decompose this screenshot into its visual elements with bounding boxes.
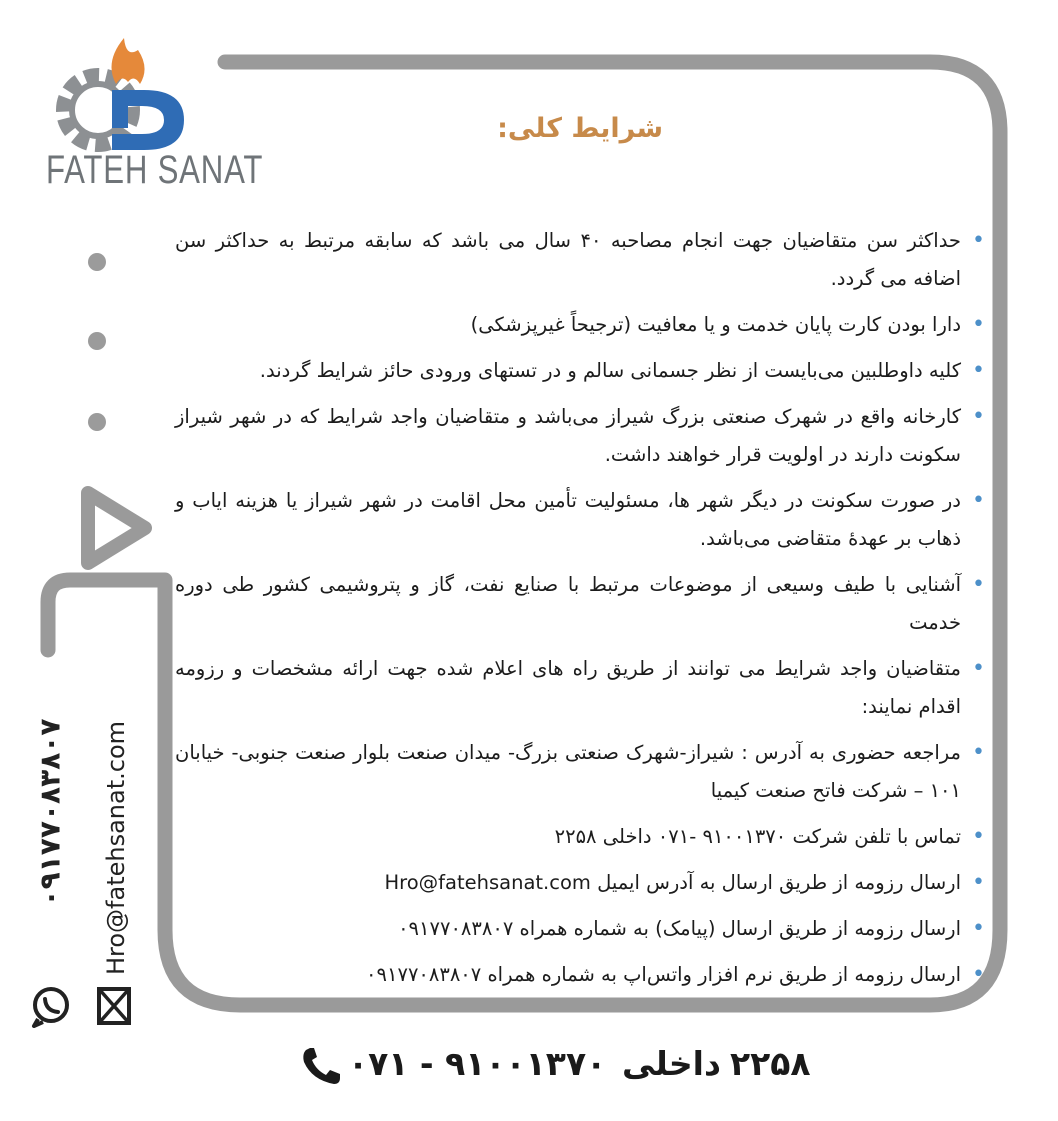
page-title: شرایط کلی: xyxy=(497,113,663,144)
footer-ext-label: داخلی xyxy=(622,1044,721,1083)
list-item: • کارخانه واقع در شهرک صنعتی بزرگ شیراز می‌باشد و متقاضیان واجد شرایط که در شهر شیراز سکونت دارند در اولویت قرار خواهند داشت. xyxy=(175,398,975,474)
list-item: • کلیه داوطلبین می‌بایست از نظر جسمانی سالم و در تستهای ورودی حائز شرایط گردند. xyxy=(175,352,975,390)
frame-arrow xyxy=(88,493,145,563)
list-item: • حداکثر سن متقاضیان جهت انجام مصاحبه ۴۰ سال می باشد که سابقه مرتبط به حداکثر سن اضافه می گردد. xyxy=(175,222,975,298)
list-item: • ارسال رزومه از طریق ارسال (پیامک) به شماره همراه ۰۹۱۷۷۰۸۳۸۰۷ xyxy=(175,910,975,948)
list-item: • مراجعه حضوری به آدرس : شیراز-شهرک صنعتی بزرگ- میدان صنعت بلوار صنعت جنوبی- خیابان ۱۰۱ – شرکت فاتح صنعت کیمیا xyxy=(175,734,975,810)
brand-name: FATEH SANAT xyxy=(46,148,264,192)
sidebar-email: Hro@fatehsanat.com xyxy=(102,720,130,976)
footer-ext: ۲۲۵۸ xyxy=(730,1044,811,1083)
decorative-dot xyxy=(88,332,106,350)
list-item: • ارسال رزومه از طریق نرم افزار واتس‌اپ به شماره همراه ۰۹۱۷۷۰۸۳۸۰۷ xyxy=(175,956,975,994)
footer-phone: ۰۷۱ - ۹۱۰۰۱۳۷۰ xyxy=(348,1044,607,1083)
mail-icon xyxy=(96,986,132,1026)
list-item: • تماس با تلفن شرکت ۹۱۰۰۱۳۷۰ -۰۷۱ داخلی ۲۲۵۸ xyxy=(175,818,975,856)
list-item: • ارسال رزومه از طریق ارسال به آدرس ایمیل Hro@fatehsanat.com xyxy=(175,864,975,902)
phone-icon xyxy=(300,1046,342,1086)
sidebar-phone: ۰۹۱۷۷۰۸۳۸۰۷ xyxy=(33,718,67,907)
list-item: • متقاضیان واجد شرایط می توانند از طریق راه های اعلام شده جهت ارائه مشخصات و رزومه اقدام نمایند: xyxy=(175,650,975,726)
conditions-list xyxy=(175,222,975,1002)
d-letter-icon xyxy=(112,90,184,150)
list-item: • در صورت سکونت در دیگر شهر ها، مسئولیت تأمین محل اقامت در شهر شیراز یا هزینه ایاب و ذهاب بر عهدهٔ متقاضی می‌باشد. xyxy=(175,482,975,558)
whatsapp-icon xyxy=(28,983,74,1029)
decorative-dot xyxy=(88,253,106,271)
list-item: • آشنایی با طیف وسیعی از موضوعات مرتبط با صنایع نفت، گاز و پتروشیمی کشور طی دوره خدمت xyxy=(175,566,975,642)
decorative-dot xyxy=(88,413,106,431)
flame-icon xyxy=(112,38,145,84)
footer-contact xyxy=(300,1042,820,1092)
list-item: • دارا بودن کارت پایان خدمت و یا معافیت (ترجیحاً غیرپزشکی) xyxy=(175,306,975,344)
